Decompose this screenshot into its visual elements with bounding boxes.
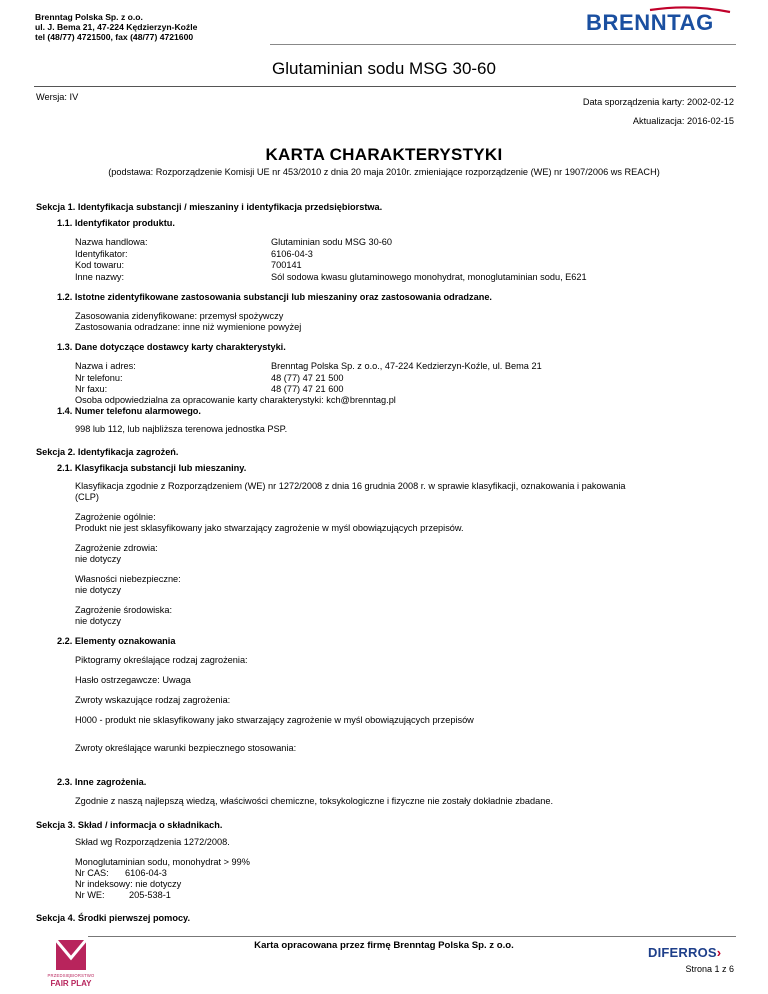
fair-play-text: FAIR PLAY	[50, 979, 92, 988]
company-street: ul. J. Bema 21, 47-224 Kędzierzyn-Koźle	[35, 22, 198, 33]
page-number: Strona 1 z 6	[685, 964, 734, 974]
dangerous-properties-value: nie dotyczy	[75, 585, 121, 595]
document-main-title: KARTA CHARAKTERYSTYKI	[265, 145, 503, 164]
composition-basis: Skład wg Rozporządzenia 1272/2008.	[75, 837, 230, 847]
uses-advised-against: Zastosowania odradzane: inne niż wymienione powyżej	[75, 322, 302, 332]
fair-play-caption: PRZEDSIĘBIORSTWO	[47, 973, 95, 978]
supplier-table	[75, 361, 735, 396]
clp-basis-line2: (CLP)	[75, 492, 99, 502]
signal-word: Hasło ostrzegawcze: Uwaga	[75, 675, 191, 685]
date-created: Data sporządzenia karty: 2002-02-12	[582, 97, 734, 107]
prepared-by: Karta opracowana przez firmę Brenntag Polska Sp. z o.o.	[254, 940, 514, 951]
ident-row: Identyfikator: 6106-04-3	[75, 248, 313, 259]
supplier-row: Nr telefonu: 48 (77) 47 21 500	[75, 372, 344, 383]
section-2-3-heading: 2.3. Inne zagrożenia.	[57, 777, 147, 787]
ident-row: Kod towaru: 700141	[75, 260, 302, 270]
product-title: Glutaminian sodu MSG 30-60	[272, 59, 496, 78]
header-divider	[270, 44, 736, 45]
title-divider	[34, 86, 736, 87]
cas-number-row: Nr CAS: 6106-04-3	[75, 868, 167, 878]
section-2-1-heading: 2.1. Klasyfikacja substancji lub mieszaniny.	[57, 463, 247, 473]
general-hazard-label: Zagrożenie ogólnie:	[75, 512, 156, 522]
responsible-person: Osoba odpowiedzialna za opracowanie karty charakterystyki: kch@brenntag.pl	[75, 395, 396, 405]
document-basis: (podstawa: Rozporządzenie Komisji UE nr 453/2010 z dnia 20 maja 2010r. zmieniające rozporządzenie (WE) nr 1907/2006 ws REACH)	[108, 167, 660, 177]
company-address-block	[35, 12, 197, 43]
emergency-number: 998 lub 112, lub najbliższa terenowa jednostka PSP.	[75, 424, 288, 434]
pictograms-label: Piktogramy określające rodzaj zagrożenia:	[75, 655, 248, 665]
general-hazard-value: Produkt nie jest sklasyfikowany jako stwarzający zagrożenie w myśl obowiązujących przepisów.	[75, 523, 464, 533]
company-phone: tel (48/77) 4721500, fax (48/77) 4721600	[35, 32, 194, 43]
brenntag-logo-text: BRENNTAG	[586, 10, 714, 35]
section-4-heading: Sekcja 4. Środki pierwszej pomocy.	[36, 913, 191, 923]
section-1-3-heading: 1.3. Dane dotyczące dostawcy karty charakterystyki.	[57, 342, 286, 352]
uses-identified: Zasosowania zidenyfikowane: przemysł spożywczy	[75, 311, 284, 321]
component-name: Monoglutaminian sodu, monohydrat > 99%	[75, 857, 250, 867]
diferros-logo	[648, 944, 721, 962]
section-2-heading: Sekcja 2. Identyfikacja zagrożeń.	[36, 447, 179, 457]
section-1-heading: Sekcja 1. Identyfikacja substancji / mieszaniny i identyfikacja przedsiębiorstwa.	[36, 202, 383, 212]
health-hazard-label: Zagrożenie zdrowia:	[75, 543, 158, 553]
footer-divider	[88, 936, 736, 937]
environment-hazard-label: Zagrożenie środowiska:	[75, 605, 173, 615]
product-identifier-table	[75, 237, 735, 283]
other-hazards: Zgodnie z naszą najlepszą wiedzą, właściwości chemiczne, toksykologiczne i fizyczne nie zostały dokładnie zbadane.	[75, 796, 553, 806]
dangerous-properties-label: Własności niebezpieczne:	[75, 574, 181, 584]
index-number: Nr indeksowy: nie dotyczy	[75, 879, 182, 889]
section-1-1-heading: 1.1. Identyfikator produktu.	[57, 218, 175, 228]
date-updated: Aktualizacja: 2016-02-15	[632, 116, 734, 126]
brenntag-logo	[580, 6, 740, 38]
p-statements-label: Zwroty określające warunki bezpiecznego stosowania:	[75, 743, 297, 753]
section-1-2-heading: 1.2. Istotne zidentyfikowane zastosowania substancji lub mieszaniny oraz zastosowania odradzane.	[57, 292, 492, 302]
company-name: Brenntag Polska Sp. z o.o.	[35, 12, 143, 22]
we-number-row: Nr WE: 205-538-1	[75, 890, 171, 900]
ident-row: Inne nazwy: Sól sodowa kwasu glutaminowego monohydrat, monoglutaminian sodu, E621	[75, 271, 587, 282]
diferros-chevron-icon: ›	[716, 945, 722, 960]
section-2-2-heading: 2.2. Elementy oznakowania	[57, 636, 176, 646]
environment-hazard-value: nie dotyczy	[75, 616, 121, 626]
diferros-logo-text: DIFERROS	[648, 945, 717, 960]
supplier-row: Nazwa i adres: Brenntag Polska Sp. z o.o., 47-224 Kedzierzyn-Koźle, ul. Bema 21	[75, 361, 542, 371]
h-statement: H000 - produkt nie sklasyfikowany jako stwarzający zagrożenie w myśl obowiązujących przepisów	[75, 715, 474, 725]
section-1-4-heading: 1.4. Numer telefonu alarmowego.	[57, 406, 201, 416]
version-label: Wersja: IV	[36, 92, 79, 102]
ident-row: Nazwa handlowa: Glutaminian sodu MSG 30-60	[75, 237, 393, 247]
clp-basis-line1: Klasyfikacja zgodnie z Rozporządzeniem (WE) nr 1272/2008 z dnia 16 grudnia 2008 r. w sprawie klasyfikacji, oznakowania i pakowania	[75, 481, 626, 491]
health-hazard-value: nie dotyczy	[75, 554, 121, 564]
supplier-row: Nr faxu: 48 (77) 47 21 600	[75, 384, 344, 394]
h-statements-label: Zwroty wskazujące rodzaj zagrożenia:	[75, 695, 231, 705]
section-3-heading: Sekcja 3. Skład / informacja o składnikach.	[36, 820, 223, 830]
